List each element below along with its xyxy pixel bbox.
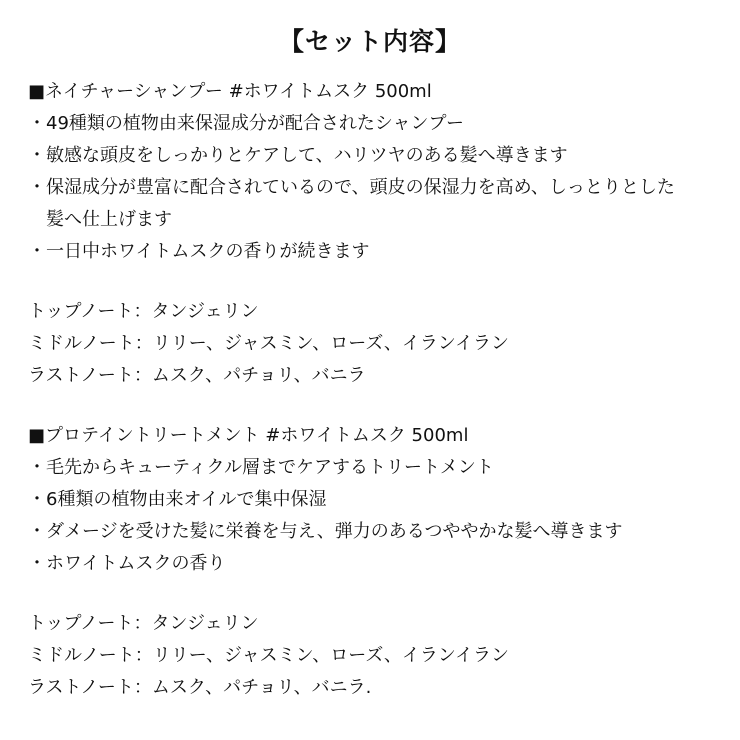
section-spacer [28,268,728,296]
treatment-bullet-4: ・ホワイトムスクの香り [28,553,226,574]
treatment-last-note: ラストノート：ムスク、パチョリ、バニラ. [28,677,372,698]
shampoo-bullet-1: ・49種類の植物由来保湿成分が配合されたシャンプー [28,113,465,134]
treatment-heading: ■プロテイントリートメント #ホワイトムスク 500ml [28,425,469,446]
content-body [28,76,728,704]
shampoo-top-note: トップノート：タンジェリン [28,301,259,322]
shampoo-heading: ■ネイチャーシャンプー #ホワイトムスク 500ml [28,81,432,102]
treatment-top-note: トップノート：タンジェリン [28,613,259,634]
shampoo-last-note: ラストノート：ムスク、パチョリ、バニラ [28,365,366,386]
shampoo-middle-note: ミドルノート：リリー、ジャスミン、ローズ、イランイラン [28,333,509,354]
shampoo-bullet-3-continued: 髪へ仕上げます [46,209,172,230]
treatment-middle-note: ミドルノート：リリー、ジャスミン、ローズ、イランイラン [28,645,509,666]
shampoo-bullet-4: ・一日中ホワイトムスクの香りが続きます [28,241,370,262]
page-title: 【セット内容】 [278,27,461,56]
section-spacer [28,580,728,608]
treatment-bullet-3: ・ダメージを受けた髪に栄養を与え、弾力のあるつややかな髪へ導きます [28,521,623,542]
shampoo-bullet-2: ・敏感な頭皮をしっかりとケアして、ハリツヤのある髪へ導きます [28,145,568,166]
section-spacer [28,392,728,420]
treatment-bullet-1: ・毛先からキューティクル層までケアするトリートメント [28,457,494,478]
treatment-bullet-2: ・6種類の植物由来オイルで集中保湿 [28,489,327,510]
shampoo-bullet-3: ・保湿成分が豊富に配合されているので、頭皮の保湿力を高め、しっとりとした [28,177,675,198]
